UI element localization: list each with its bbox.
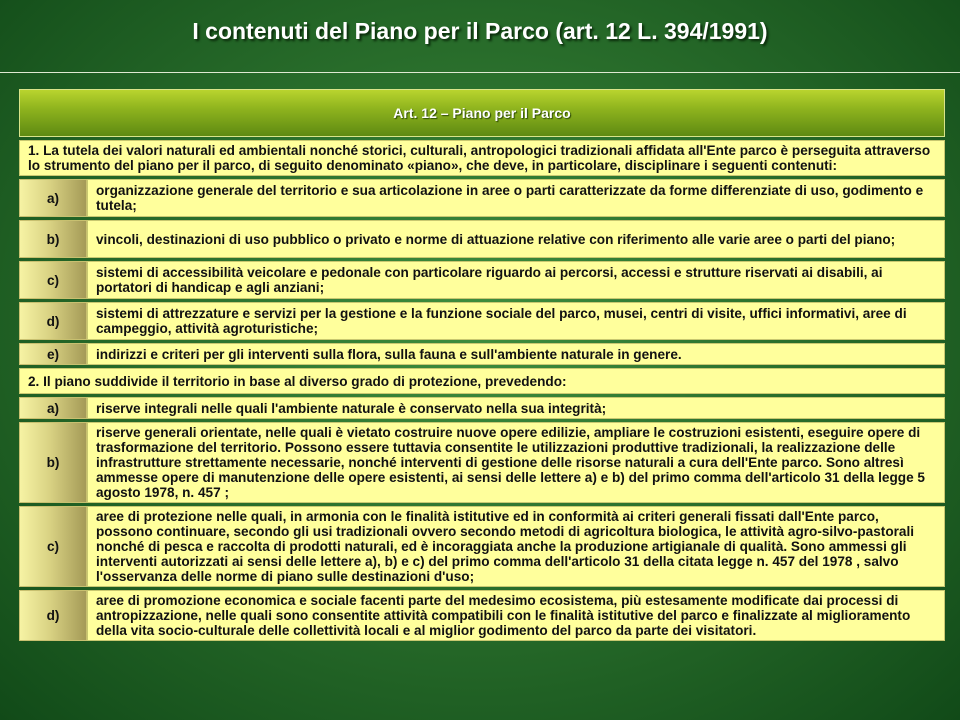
item-label: b) [19,422,87,503]
table-row [19,422,945,503]
item-text: organizzazione generale del territorio e sua articolazione in aree o parti caratterizzate da forme differenziate di uso, godimento e tutela; [87,179,945,217]
table-row [19,220,945,258]
comma-1-row [19,140,945,176]
item-text: aree di protezione nelle quali, in armonia con le finalità istitutive ed in conformità ai criteri generali fissati dall'Ente parco, possono continuare, secondo gli usi tradizionali ovvero secondo metodi di agricoltura biologica, le attività agro-silvo-pastorali nonché di pesca e raccolta di prodotti naturali, ed è incoraggiata anche la produzione artigianale di qualità. Sono ammessi gli interventi autorizzati ai sensi delle lettere a), b) e c) del primo comma dell'articolo 31 della citata legge n. 457 del 1978 , salvo l'osservanza delle norme di piano sulle destinazioni d'uso; [87,506,945,587]
item-label: c) [19,261,87,299]
item-label: d) [19,302,87,340]
item-text: aree di promozione economica e sociale facenti parte del medesimo ecosistema, più estesamente modificate dai processi di antropizzazione, nelle quali sono consentite attività compatibili con le finalità istitutive del parco e finalizzate al miglioramento della vita socio-culturale delle collettività locali e al miglior godimento del parco da parte dei visitatori. [87,590,945,641]
table-row [19,506,945,587]
item-text: indirizzi e criteri per gli interventi sulla flora, sulla fauna e sull'ambiente naturale in genere. [87,343,945,365]
item-label: e) [19,343,87,365]
item-text: sistemi di attrezzature e servizi per la gestione e la funzione sociale del parco, musei, centri di visite, uffici informativi, aree di campeggio, attività agroturistiche; [87,302,945,340]
comma-2-text: 2. Il piano suddivide il territorio in base al diverso grado di protezione, prevedendo: [19,368,945,394]
item-label: a) [19,397,87,419]
law-article-table [19,86,945,644]
table-row [19,302,945,340]
table-row [19,397,945,419]
comma-2-row [19,368,945,394]
title-divider [0,72,960,73]
item-label: c) [19,506,87,587]
comma-1-text: 1. La tutela dei valori naturali ed ambientali nonché storici, culturali, antropologici tradizionali affidata all'Ente parco è perseguita attraverso lo strumento del piano per il parco, di seguito denominato «piano», che deve, in particolare, disciplinare i seguenti contenuti: [19,140,945,176]
item-label: b) [19,220,87,258]
table-row [19,179,945,217]
table-header-row [19,89,945,137]
item-text: sistemi di accessibilità veicolare e pedonale con particolare riguardo ai percorsi, accessi e strutture riservati ai disabili, ai portatori di handicap e agli anziani; [87,261,945,299]
table-header: Art. 12 – Piano per il Parco [19,89,945,137]
item-text: riserve generali orientate, nelle quali è vietato costruire nuove opere edilizie, ampliare le costruzioni esistenti, eseguire opere di trasformazione del territorio. Possono essere tuttavia consentite le utilizzazioni produttive tradizionali, la realizzazione delle infrastrutture strettamente necessarie, nonché interventi di gestione delle risorse naturali a cura dell'Ente parco. Sono altresì ammesse opere di manutenzione delle opere esistenti, ai sensi delle lettere a) e b) del primo comma dell'articolo 31 della legge 5 agosto 1978, n. 457 ; [87,422,945,503]
table-row [19,590,945,641]
table-row [19,343,945,365]
table-row [19,261,945,299]
item-label: d) [19,590,87,641]
item-text: riserve integrali nelle quali l'ambiente naturale è conservato nella sua integrità; [87,397,945,419]
slide-title: I contenuti del Piano per il Parco (art. 12 L. 394/1991) [192,18,768,44]
item-text: vincoli, destinazioni di uso pubblico o privato e norme di attuazione relative con riferimento alle varie aree o parti del piano; [87,220,945,258]
item-label: a) [19,179,87,217]
